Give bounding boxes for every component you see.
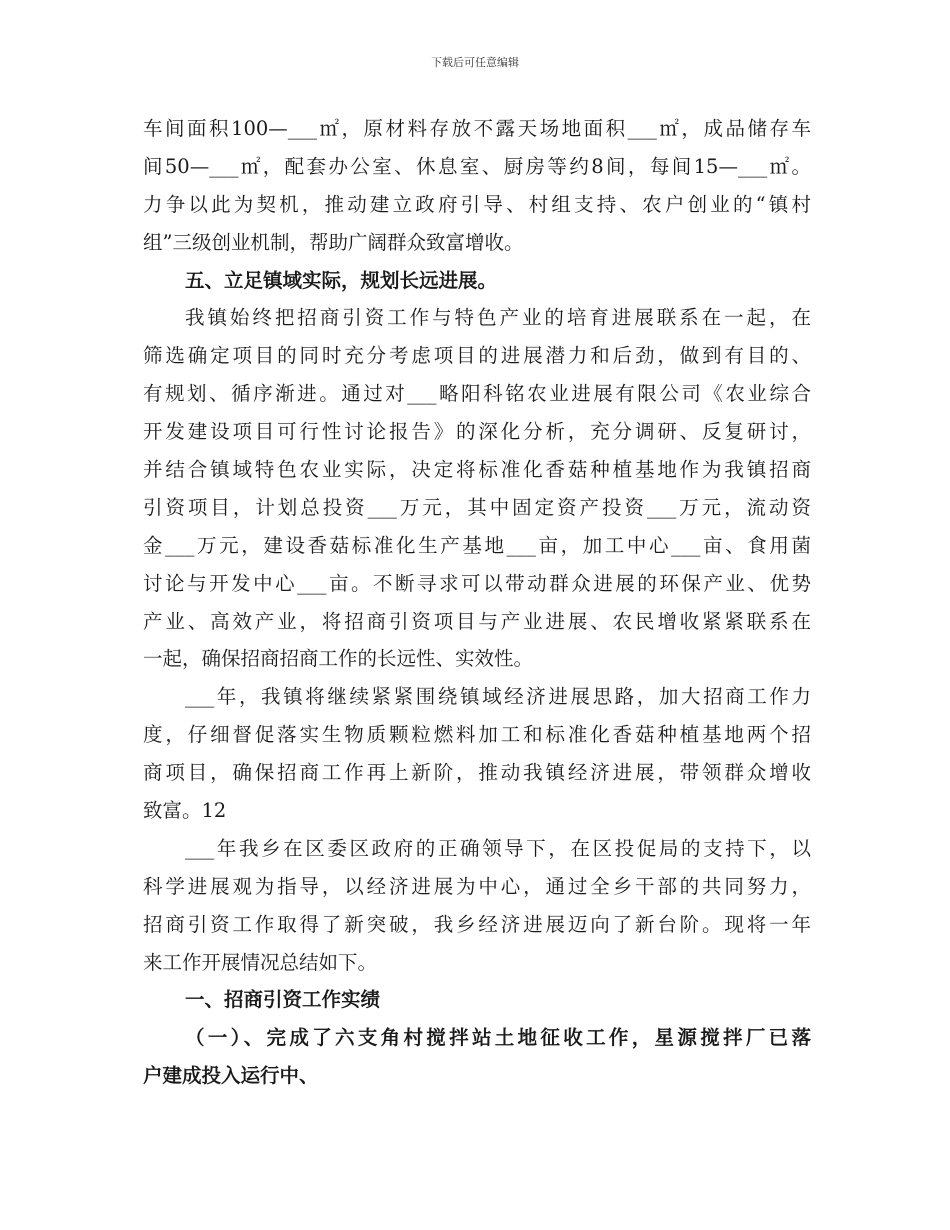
text-line: 致富。12 bbox=[143, 799, 227, 823]
text-line: 产业、高效产业，将招商引资项目与产业进展、农民增收紧紧联系在 bbox=[143, 609, 811, 633]
subsection-heading: 户建成投入运行中、 bbox=[143, 1064, 319, 1088]
text-line: 招商引资工作取得了新突破，我乡经济进展迈向了新台阶。现将一年 bbox=[143, 912, 811, 936]
text-line: 间50—___㎡，配套办公室、休息室、厨房等约8间，每间15—___㎡。 bbox=[143, 154, 811, 178]
text-line: 引资项目，计划总投资___万元，其中固定资产投资___万元，流动资 bbox=[143, 495, 811, 519]
text-line: 来工作开展情况总结如下。 bbox=[143, 950, 378, 974]
subsection-heading: （一）、完成了六支角村搅拌站土地征收工作，星源搅拌厂已落 bbox=[185, 1026, 811, 1050]
page-header: 下载后可任意编辑 bbox=[431, 56, 519, 69]
text-line: 讨论与开发中心___亩。不断寻求可以带动群众进展的环保产业、优势 bbox=[143, 571, 811, 595]
text-line: 科学进展观为指导，以经济进展为中心，通过全乡干部的共同努力， bbox=[143, 874, 811, 898]
section-heading: 五、立足镇域实际，规划长远进展。 bbox=[185, 268, 498, 292]
text-line: ___年，我镇将继续紧紧围绕镇域经济进展思路，加大招商工作力 bbox=[185, 685, 811, 709]
text-line: 并结合镇域特色农业实际，决定将标准化香菇种植基地作为我镇招商 bbox=[143, 458, 811, 482]
text-line: 筛选确定项目的同时充分考虑项目的进展潜力和后劲，做到有目的、 bbox=[143, 344, 811, 368]
text-line: 金___万元，建设香菇标准化生产基地___亩，加工中心___亩、食用菌 bbox=[143, 533, 811, 557]
text-line: 车间面积100—___㎡，原材料存放不露天场地面积___㎡，成品储存车 bbox=[143, 117, 811, 140]
text-line: 度，仔细督促落实生物质颗粒燃料加工和标准化香菇种植基地两个招 bbox=[143, 723, 811, 747]
text-line: 组”三级创业机制，帮助广阔群众致富增收。 bbox=[143, 230, 524, 254]
text-line: ___年我乡在区委区政府的正确领导下，在区投促局的支持下，以 bbox=[185, 836, 811, 860]
document-body bbox=[143, 110, 811, 1095]
text-line: 我镇始终把招商引资工作与特色产业的培育进展联系在一起，在 bbox=[185, 306, 811, 330]
section-heading: 一、招商引资工作实绩 bbox=[185, 988, 381, 1012]
text-line: 一起，确保招商招商工作的长远性、实效性。 bbox=[143, 647, 534, 671]
text-line: 开发建设项目可行性讨论报告》的深化分析，充分调研、反复研讨， bbox=[143, 420, 811, 444]
text-line: 商项目，确保招商工作再上新阶，推动我镇经济进展，带领群众增收 bbox=[143, 761, 811, 785]
text-line: 力争以此为契机，推动建立政府引导、村组支持、农户创业的“镇村 bbox=[143, 192, 811, 216]
text-line: 有规划、循序渐进。通过对___略阳科铭农业进展有限公司《农业综合 bbox=[143, 382, 811, 406]
